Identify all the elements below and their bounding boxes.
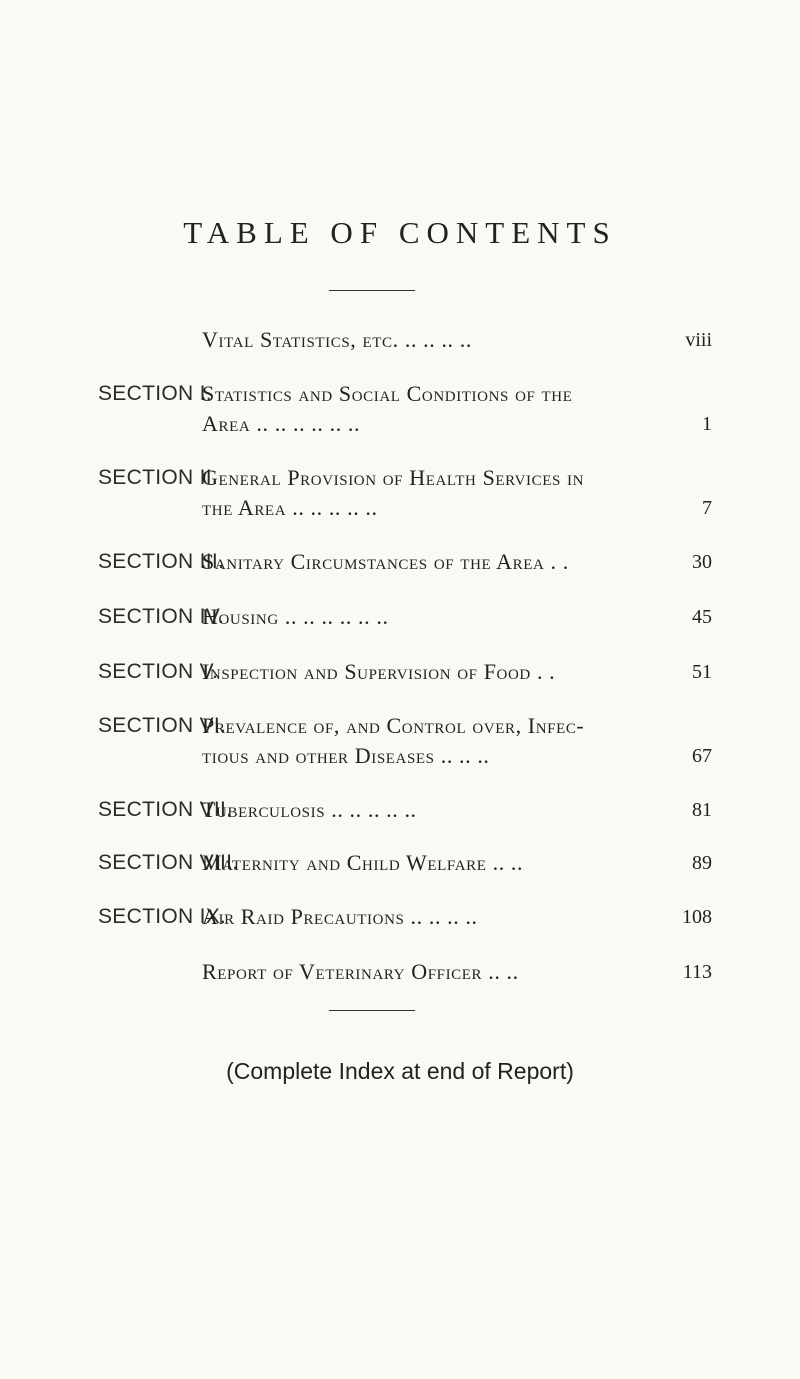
toc-page-number: 113 — [682, 961, 712, 983]
toc-entry-title: Housing .. .. .. .. .. .. — [202, 604, 389, 629]
toc-entry-title-continued: the Area .. .. .. .. .. — [202, 495, 378, 520]
section-label: SECTION VI. — [98, 714, 227, 737]
toc-entry-title: Vital Statistics, etc. .. .. .. .. — [202, 327, 472, 352]
toc-page-number: viii — [685, 329, 712, 351]
section-label: SECTION I. — [98, 382, 212, 405]
toc-page-number: 30 — [692, 551, 712, 573]
toc-entry-title: Sanitary Circumstances of the Area . . — [202, 549, 569, 574]
top-divider — [329, 290, 415, 291]
toc-entry-title: General Provision of Health Services in — [202, 465, 585, 490]
section-label: SECTION III. — [98, 550, 225, 573]
toc-entry-title-continued: tious and other Diseases .. .. .. — [202, 743, 490, 768]
toc-page-number: 67 — [692, 745, 712, 767]
section-label: SECTION IV. — [98, 605, 225, 628]
toc-page-number: 1 — [702, 413, 712, 435]
section-label: SECTION VIII. — [98, 851, 239, 874]
toc-entry-title: Tuberculosis .. .. .. .. .. — [202, 797, 417, 822]
toc-page-number: 51 — [692, 661, 712, 683]
toc-entry-title: Air Raid Precautions .. .. .. .. — [202, 904, 478, 929]
toc-entry-title: Maternity and Child Welfare .. .. — [202, 850, 524, 875]
toc-page-number: 7 — [702, 497, 712, 519]
toc-entry-title: Prevalence of, and Control over, Infec- — [202, 713, 585, 738]
footer-note: (Complete Index at end of Report) — [226, 1058, 574, 1084]
toc-entry-title: Report of Veterinary Officer .. .. — [202, 959, 519, 984]
bottom-divider — [329, 1010, 415, 1011]
page-title: TABLE OF CONTENTS — [183, 215, 617, 250]
toc-entry-title: Statistics and Social Conditions of the — [202, 381, 573, 406]
toc-page-number: 81 — [692, 799, 712, 821]
section-label: SECTION II. — [98, 466, 218, 489]
section-label: SECTION IX. — [98, 905, 227, 928]
toc-page-number: 89 — [692, 852, 712, 874]
toc-entry-title-continued: Area .. .. .. .. .. .. — [202, 411, 361, 436]
toc-page-number: 45 — [692, 606, 712, 628]
toc-page-number: 108 — [682, 906, 712, 928]
section-label: SECTION VII. — [98, 798, 233, 821]
section-label: SECTION V. — [98, 660, 219, 683]
toc-entry-title: Inspection and Supervision of Food . . — [202, 659, 556, 684]
